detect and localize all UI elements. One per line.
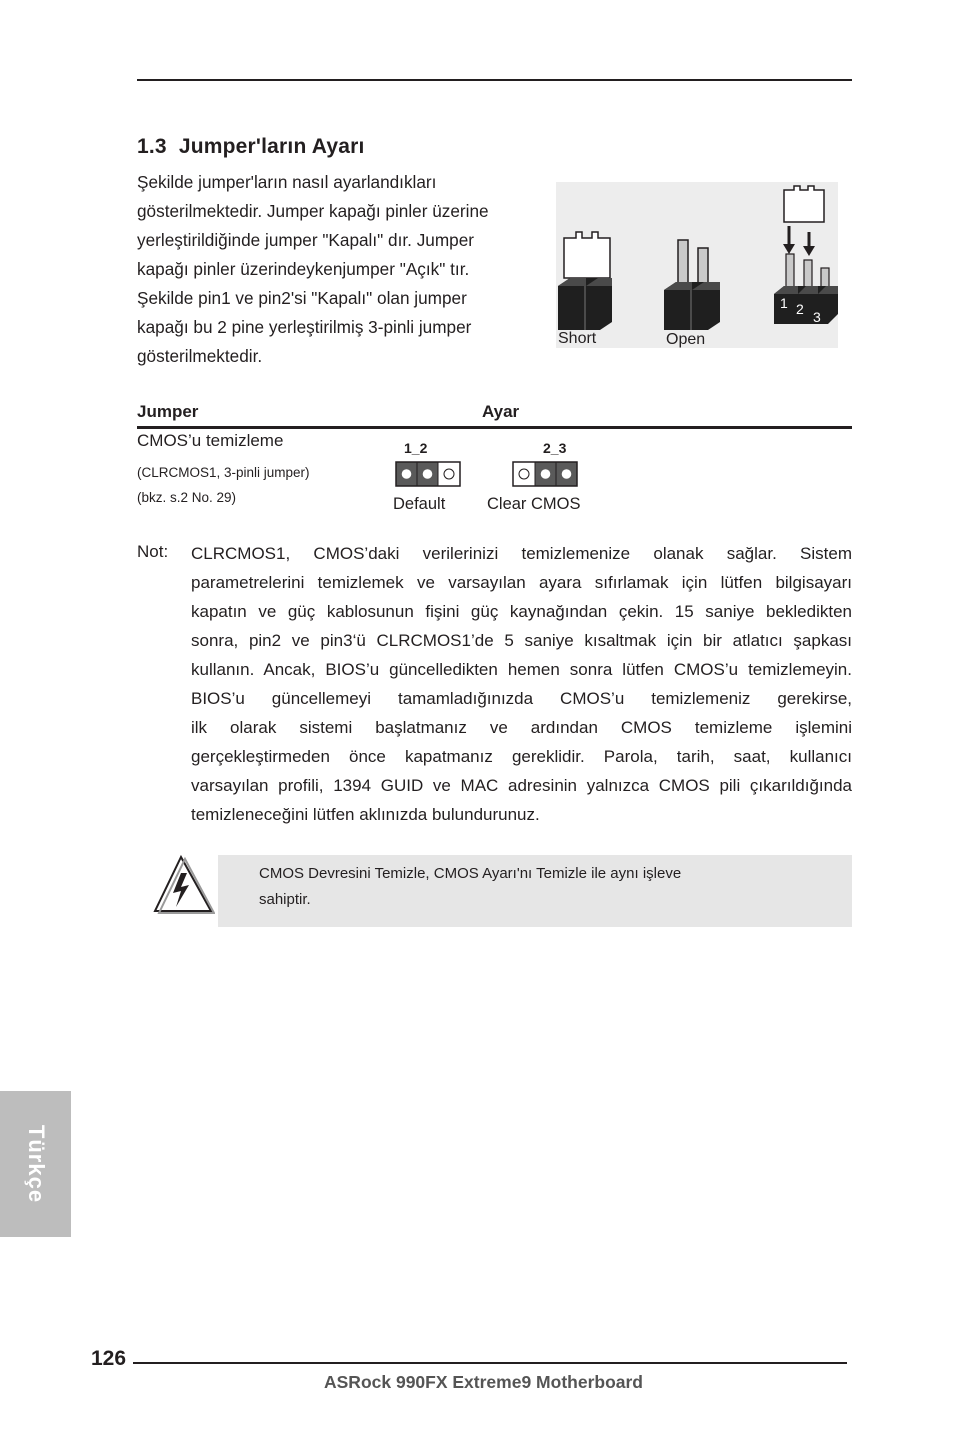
setting-default-pins: 1_2 [404,440,428,456]
table-header-rule [137,426,852,429]
warning-line: sahiptir. [259,891,311,908]
note-line: varsayılan profili, 1394 GUID ve MAC adresinin yalnızca CMOS pili çıkarıldığında [191,776,852,795]
pin-number-2: 2 [796,301,804,317]
header-rule [137,79,852,81]
note-line: sonra, pin2 ve pin3‘ü CLRCMOS1’de 5 saniye kısaltmak için bir atlatıcı şapkası [191,631,852,650]
warning-icon [151,853,215,920]
note-line: BIOS’u güncellemeyi tamamladığınızda CMOS’u temizlemeniz gerekirse, [191,689,852,708]
section-number: 1.3 [137,135,167,158]
intro-paragraph [137,168,489,371]
intro-line: yerleştirildiğinde jumper "Kapalı" dır. Jumper [137,230,475,250]
warning-text [259,861,681,913]
jumper-illustration-svg [556,182,838,348]
table-header-jumper: Jumper [137,402,199,421]
setting-default-caption: Default [393,495,446,513]
note-line: temizleneceğini lütfen aklınızda bulundurunuz. [191,805,540,824]
section-title: Jumper'ların Ayarı [178,135,365,158]
page-number: 126 [91,1347,127,1370]
language-tab-label: Türkçe [23,1124,49,1204]
table-header-setting: Ayar [482,402,520,421]
footer-rule [133,1362,847,1364]
jumper-name: CMOS’u temizleme [137,431,284,450]
intro-line: Şekilde jumper'ların nasıl ayarlandıkları [137,172,437,192]
note-line: kullanın. Ancak, BIOS’u güncelledikten hemen sonra lütfen CMOS’u temizlemeyin. [191,660,852,679]
setting-clear-pins: 2_3 [543,440,567,456]
note-line: gerçekleştirmeden önce kapatmanız gereklidir. Parola, tarih, saat, kullanıcı [191,747,852,766]
short-jumper-icon [558,232,612,330]
intro-line: Şekilde pin1 ve pin2'si "Kapalı" olan jumper [137,288,467,308]
note-line: CLRCMOS1, CMOS’daki verilerinizi temizlemenize olanak sağlar. Sistem [191,544,852,563]
intro-line: kapağı bu 2 pine yerleştirilmiş 3-pinli jumper [137,317,472,337]
short-label: Short [558,330,597,347]
intro-line: kapağı pinler üzerindeykenjumper "Açık" tır. [137,259,470,279]
pin-number-3: 3 [813,309,821,325]
setting-clear-caption: Clear CMOS [487,495,581,513]
jumper-default-diagram [395,461,461,492]
warning-line: CMOS Devresini Temizle, CMOS Ayarı'nı Temizle ile aynı işleve [259,865,682,882]
jumper-pins-default-icon [395,461,461,487]
open-label: Open [666,331,706,348]
jumper-reference: (bkz. s.2 No. 29) [137,490,237,505]
intro-line: gösterilmektedir. Jumper kapağı pinler üzerine [137,201,489,221]
note-label: Not: [137,542,169,561]
jumper-clear-diagram [512,461,578,492]
footer-title: ASRock 990FX Extreme9 Motherboard [324,1372,643,1392]
jumper-illustration [556,182,838,348]
jumper-pins-clear-icon [512,461,578,487]
note-line: ilk olarak sistemi başlatmanız ve ardından CMOS temizleme işlemini [191,718,852,737]
jumper-detail: (CLRCMOS1, 3-pinli jumper) [137,465,310,480]
note-line: parametrelerini temizlemek ve varsayılan ayara sıfırlamak için lütfen bilgisayarı [191,573,852,592]
note-line: kapatın ve güç kablosunun fişini güç kaynağından çekin. 15 saniye bekledikten [191,602,852,621]
language-tab [0,1091,71,1237]
section-heading [137,135,364,159]
pin-number-1: 1 [780,295,788,311]
intro-line: gösterilmektedir. [137,346,263,366]
note-paragraph [191,539,852,829]
